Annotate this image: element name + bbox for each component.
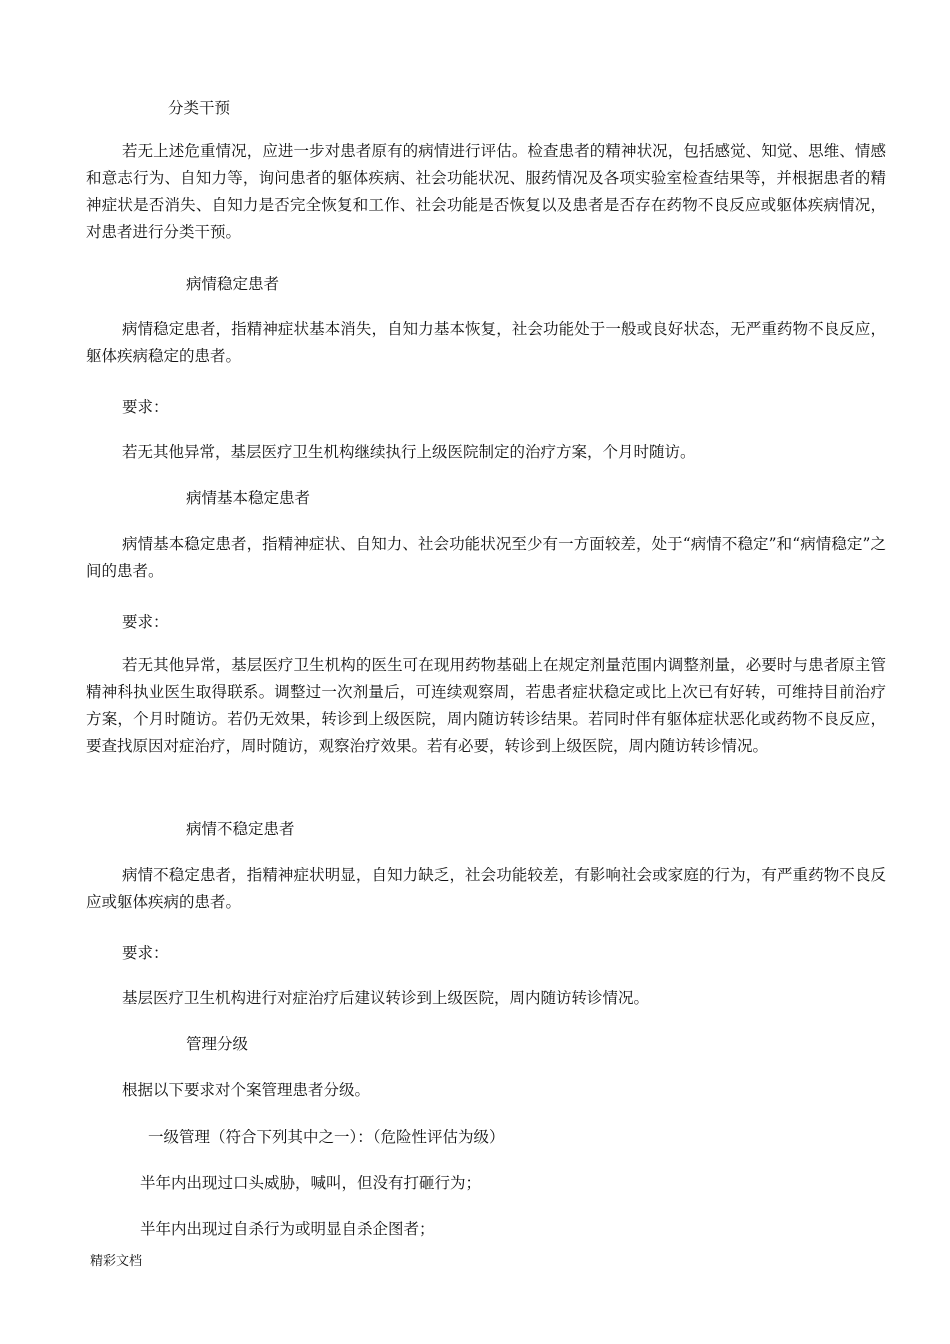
list-item: 半年内出现过自杀行为或明显自杀企图者； — [140, 1220, 435, 1238]
paragraph: 病情不稳定患者，指精神症状明显，自知力缺乏，社会功能较差，有影响社会或家庭的行为，有严重药物不良反应或躯体疾病的患者。 — [86, 866, 886, 911]
section-heading: 病情稳定患者 — [186, 275, 280, 293]
paragraph: 若无上述危重情况，应进一步对患者原有的病情进行评估。检查患者的精神状况，包括感觉、知觉、思维、情感和意志行为、自知力等，询问患者的躯体疾病、社会功能状况、服药情况及各项实验室检查结果等，并根据患者的精神症状是否消失、自知力是否完全恢复和工作、社会功能是否恢复以及患者是否存在药物不良反应或躯体疾病情况，对患者进行分类干预。 — [86, 142, 886, 241]
requirement-label: 要求： — [122, 944, 169, 962]
paragraph: 若无其他异常，基层医疗卫生机构继续执行上级医院制定的治疗方案，个月时随访。 — [122, 443, 696, 461]
section-heading: 病情不稳定患者 — [186, 820, 295, 838]
requirement-label: 要求： — [122, 613, 169, 631]
section-heading: 病情基本稳定患者 — [186, 489, 311, 507]
management-level: 一级管理（符合下列其中之一）：（危险性评估为级） — [148, 1128, 505, 1146]
paragraph: 根据以下要求对个案管理患者分级。 — [122, 1081, 371, 1099]
list-item: 半年内出现过口头威胁，喊叫，但没有打砸行为； — [140, 1174, 482, 1192]
section-heading: 管理分级 — [186, 1035, 249, 1053]
page-footer: 精彩文档 — [90, 1254, 143, 1269]
paragraph: 若无其他异常，基层医疗卫生机构的医生可在现用药物基础上在规定剂量范围内调整剂量，必要时与患者原主管精神科执业医生取得联系。调整过一次剂量后，可连续观察周，若患者症状稳定或比上次已有好转，可维持目前治疗方案，个月时随访。若仍无效果，转诊到上级医院，周内随访转诊结果。若同时伴有躯体症状恶化或药物不良反应，要查找原因对症治疗，周时随访，观察治疗效果。若有必要，转诊到上级医院，周内随访转诊情况。 — [86, 656, 886, 755]
paragraph: 病情稳定患者，指精神症状基本消失，自知力基本恢复，社会功能处于一般或良好状态，无严重药物不良反应，躯体疾病稳定的患者。 — [86, 320, 886, 365]
paragraph: 病情基本稳定患者，指精神症状、自知力、社会功能状况至少有一方面较差，处于“病情不稳定”和“病情稳定”之间的患者。 — [86, 535, 886, 580]
requirement-label: 要求： — [122, 398, 169, 416]
section-heading: 分类干预 — [168, 99, 231, 117]
paragraph: 基层医疗卫生机构进行对症治疗后建议转诊到上级医院，周内随访转诊情况。 — [122, 989, 650, 1007]
